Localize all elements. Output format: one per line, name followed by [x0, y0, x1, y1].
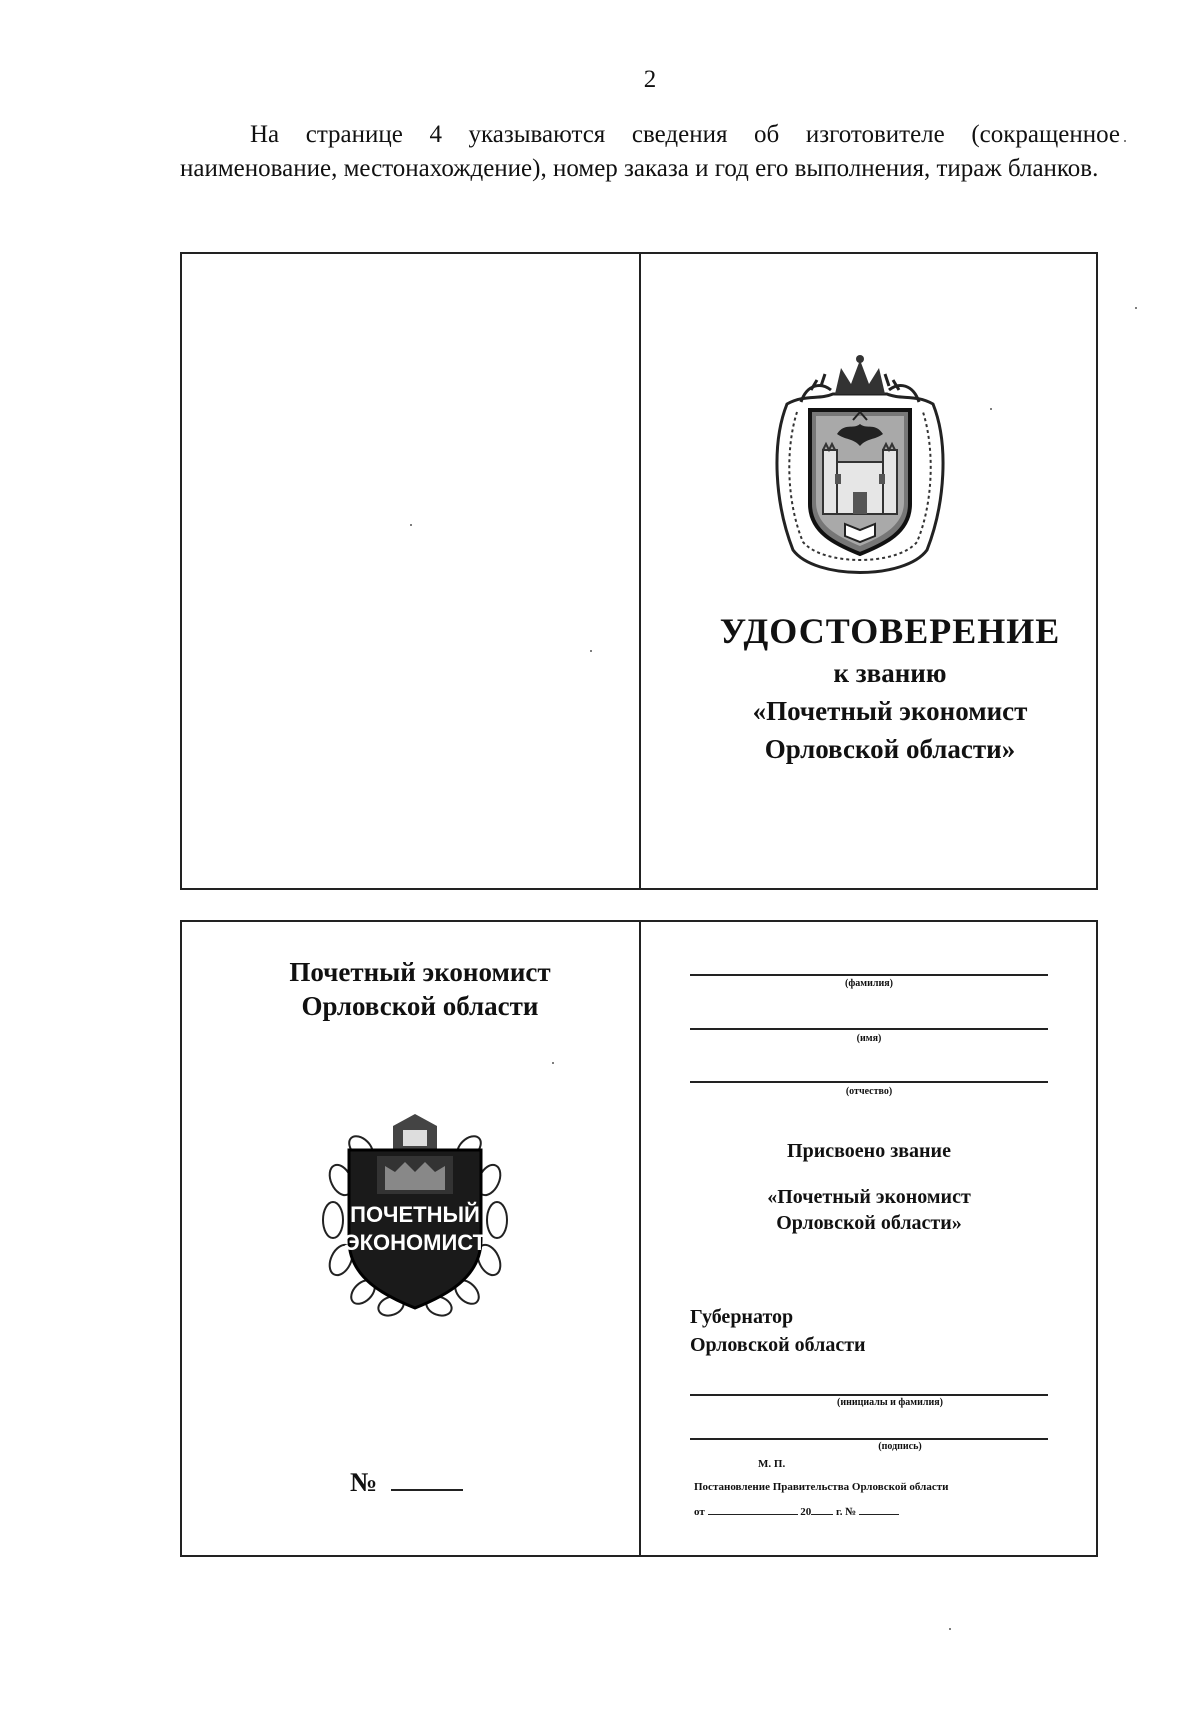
resolution-text: Постановление Правительства Орловской области — [694, 1481, 949, 1493]
awarded-title-2: Орловской области» — [776, 1212, 962, 1234]
inner-left-title-1: Почетный экономист — [289, 957, 551, 987]
certificate-number — [350, 1467, 463, 1498]
scan-speck — [410, 524, 412, 526]
initials-caption: (инициалы и фамилия) — [836, 1397, 943, 1408]
badge-text-1: ПОЧЕТНЫЙ — [350, 1202, 480, 1227]
badge-text-2: ЭКОНОМИСТ — [343, 1230, 487, 1255]
signature-caption: (подпись) — [878, 1441, 922, 1452]
governor-line-2: Орловской области — [690, 1334, 866, 1356]
number-label: № — [350, 1467, 378, 1497]
scan-speck — [1124, 140, 1126, 142]
orel-region-coat-of-arms-icon — [775, 354, 945, 582]
awarded-title-1: «Почетный экономист — [767, 1186, 971, 1208]
initials-line — [690, 1394, 1048, 1396]
number-blank-2 — [859, 1505, 899, 1515]
scan-speck — [949, 1628, 951, 1630]
cover-line-2: «Почетный экономист — [752, 696, 1028, 726]
name-caption: (имя) — [856, 1033, 882, 1044]
governor-line-1: Губернатор — [690, 1306, 794, 1328]
name-line — [690, 1028, 1048, 1030]
page-number: 2 — [643, 66, 657, 93]
patronymic-caption: (отчество) — [845, 1086, 893, 1097]
scan-speck — [1135, 307, 1137, 309]
scan-speck — [990, 408, 992, 410]
date-year: 20 — [800, 1506, 812, 1518]
intro-paragraph: На странице 4 указываются сведения об изготовителе (сокращенное наименование, местонахождение), номер заказа и год его выполнения, тираж бланков. — [180, 121, 1120, 182]
surname-line — [690, 974, 1048, 976]
cover-spread — [180, 252, 1098, 890]
scan-speck — [552, 1062, 554, 1064]
signature-line — [690, 1438, 1048, 1440]
surname-caption: (фамилия) — [845, 978, 893, 989]
resolution-date — [694, 1505, 899, 1518]
cover-line-3: Орловской области» — [764, 734, 1016, 764]
date-number: г. № — [836, 1506, 857, 1518]
cover-title: УДОСТОВЕРЕНИЕ — [719, 611, 1061, 651]
honorary-badge-icon — [315, 1110, 515, 1320]
scan-speck — [590, 650, 592, 652]
patronymic-line — [690, 1081, 1048, 1083]
inner-left-title-2: Орловской области — [301, 991, 539, 1021]
number-blank — [391, 1467, 463, 1491]
seal-label: М. П. — [758, 1458, 786, 1470]
date-blank — [708, 1505, 798, 1515]
cover-line-1: к званию — [833, 658, 947, 688]
date-prefix: от — [694, 1506, 705, 1518]
awarded-text: Присвоено звание — [787, 1140, 951, 1162]
year-blank — [811, 1505, 833, 1515]
spine-divider — [639, 254, 641, 888]
